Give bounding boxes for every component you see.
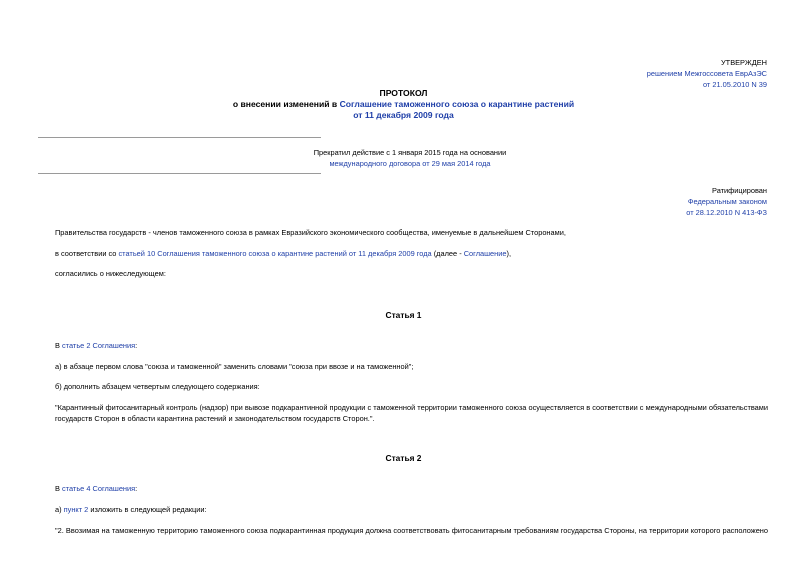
article-4-link[interactable]: статье 4 Соглашения xyxy=(61,484,136,493)
intro-basis-suffix: ), xyxy=(506,249,511,258)
agreement-link[interactable]: Соглашение таможенного союза о карантине растений xyxy=(339,99,575,109)
intro-paragraph-agreed: согласились о нижеследующем: xyxy=(55,269,166,278)
protocol-subtitle xyxy=(0,99,807,110)
divider-top xyxy=(38,137,321,138)
article-2-item-a-suffix: изложить в следующей редакции: xyxy=(88,505,207,514)
article-10-link[interactable]: статьей 10 Соглашения таможенного союза о карантине растений от 11 декабря 2009 года xyxy=(118,249,432,258)
article-2-heading: Статья 2 xyxy=(385,453,422,463)
article-1-item-a: а) в абзаце первом слова "союза и таможенной" заменить словами "союза при ввозе и на таможенной"; xyxy=(55,362,414,371)
protocol-title: ПРОТОКОЛ xyxy=(379,88,428,98)
intro-basis-prefix: в соответствии со xyxy=(55,249,119,258)
article-1-intro-suffix: : xyxy=(135,341,138,350)
divider-bottom xyxy=(38,173,321,174)
article-2-link[interactable]: статье 2 Соглашения xyxy=(61,341,136,350)
article-2-item-a-prefix: а) xyxy=(55,505,64,514)
article-2-intro xyxy=(55,483,137,494)
article-2-item-a xyxy=(55,504,207,515)
intro-paragraph-parties: Правительства государств - членов таможенного союза в рамках Евразийского экономического сообщества, именуемые в дальнейшем Сторонами, xyxy=(55,228,566,237)
article-1-quote: "Карантинный фитосанитарный контроль (надзор) при вывозе подкарантинной продукции с таможенной территории таможенного союза осуществляется в соответствии с международными обязательствами государств Сторон в области карантина растений и законодательством государств Сторон.". xyxy=(55,403,768,423)
approval-title: УТВЕРЖДЕН xyxy=(720,58,767,67)
intro-basis-mid: (далее - xyxy=(431,249,464,258)
article-1-intro xyxy=(55,340,137,351)
agreement-short-link[interactable]: Соглашение xyxy=(463,249,507,258)
termination-text: Прекратил действие с 1 января 2015 года на основании xyxy=(313,148,507,157)
clause-2-link[interactable]: пункт 2 xyxy=(63,505,89,514)
article-2-quote: "2. Ввозимая на таможенную территорию таможенного союза подкарантинная продукция должна соответствовать фитосанитарным требованиям государства Стороны, на территории которого расположено xyxy=(55,526,768,535)
article-1-intro-prefix: В xyxy=(55,341,62,350)
intro-paragraph-basis xyxy=(55,248,511,259)
ratification-link-law[interactable]: Федеральным законом xyxy=(687,197,767,206)
ratification-link-date[interactable]: от 28.12.2010 N 413-ФЗ xyxy=(686,208,767,217)
protocol-subtitle-prefix: о внесении изменений в xyxy=(232,99,340,109)
article-2-intro-prefix: В xyxy=(55,484,62,493)
article-2-intro-suffix: : xyxy=(135,484,138,493)
termination-link[interactable]: международного договора от 29 мая 2014 года xyxy=(329,159,491,168)
ratification-title: Ратифицирован xyxy=(712,186,767,195)
approval-link-date[interactable]: от 21.05.2010 N 39 xyxy=(702,80,767,89)
article-1-item-b: б) дополнить абзацем четвертым следующего содержания: xyxy=(55,382,260,391)
article-1-heading: Статья 1 xyxy=(385,310,422,320)
protocol-date-link[interactable]: от 11 декабря 2009 года xyxy=(353,110,454,120)
approval-link-decision[interactable]: решением Межгоссовета ЕврАзЭС xyxy=(646,69,767,78)
